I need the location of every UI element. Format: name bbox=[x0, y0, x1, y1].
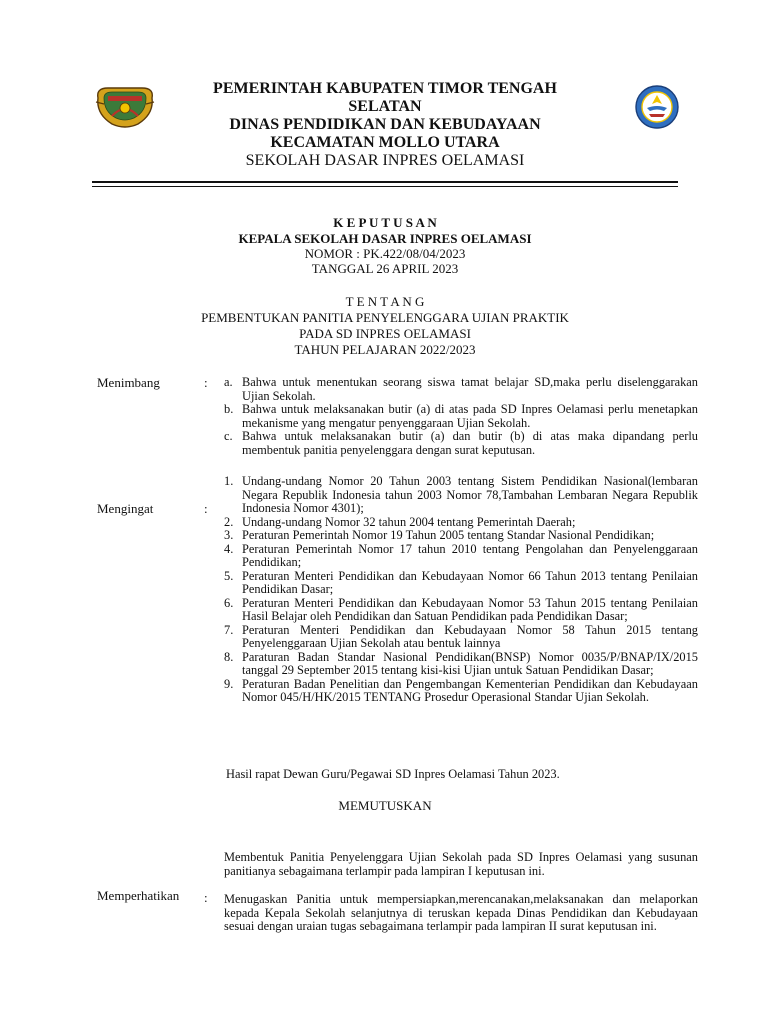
mengingat-item-text: Peraturan Badan Penelitian dan Pengembangan Kementerian Pendidikan dan Kebudayaan Nomor 045/H/HK/2015 TENTANG Prosedur Operasional Standar Ujian Sekolah. bbox=[242, 676, 698, 704]
mengingat-colon: : bbox=[204, 501, 208, 516]
menimbang-item-marker: c. bbox=[224, 429, 233, 443]
menimbang-colon: : bbox=[204, 375, 208, 390]
mengingat-item-text: Peraturan Menteri Pendidikan dan Kebudayaan Nomor 66 Tahun 2013 tentang Penilaian Pendidikan Dasar; bbox=[242, 568, 698, 596]
mengingat-item-marker: 1. bbox=[224, 474, 234, 488]
mengingat-item-marker: 9. bbox=[224, 676, 234, 691]
memperhatikan-paragraph-2: Menugaskan Panitia untuk mempersiapkan,merencanakan,melaksanakan dan melaporkan kepada Kepala Sekolah selanjutnya di teruskan kepada Dinas Pendidikan dan Kebudayaan sesuai dengan uraian tugas sebagaimana terlampir pada lampiran II surat keputusan ini. bbox=[224, 892, 698, 933]
mengingat-item bbox=[224, 624, 698, 651]
mengingat-item-text: Peraturan Pemerintah Nomor 19 Tahun 2005 tentang Standar Nasional Pendidikan; bbox=[242, 528, 655, 542]
mengingat-item-text: Paraturan Badan Standar Nasional Pendidikan(BNSP) Nomor 0035/P/BNAP/IX/2015 tanggal 29 September 2015 tentang kisi-kisi Ujian untuk Satuan Pendidikan Dasar; bbox=[242, 649, 698, 677]
decree-issuer: KEPALA SEKOLAH DASAR INPRES OELAMASI bbox=[238, 231, 532, 246]
mengingat-item-text: Peraturan Pemerintah Nomor 17 tahun 2010 tentang Pengolahan dan Penyelenggaraan Pendidikan; bbox=[242, 541, 698, 569]
mengingat-item bbox=[224, 570, 698, 597]
mengingat-item-marker: 8. bbox=[224, 649, 234, 664]
menimbang-item bbox=[224, 430, 698, 457]
mengingat-item-text: Peraturan Menteri Pendidikan dan Kebudayaan Nomor 53 Tahun 2015 tentang Penilaian Hasil Belajar oleh Pendidikan dan Satuan Pendidikan pada Pendidikan Dasar; bbox=[242, 595, 698, 623]
letterhead-school: SEKOLAH DASAR INPRES OELAMASI bbox=[245, 152, 525, 169]
decree-heading: K E P U T U S A N bbox=[333, 215, 437, 230]
mengingat-item-marker: 4. bbox=[224, 541, 234, 556]
mengingat-item-marker: 7. bbox=[224, 622, 234, 637]
memperhatikan-colon: : bbox=[204, 890, 208, 905]
memutuskan-heading: MEMUTUSKAN bbox=[338, 798, 432, 813]
subject-line-3: TAHUN PELAJARAN 2022/2023 bbox=[294, 342, 476, 357]
mengingat-item bbox=[224, 651, 698, 678]
letterhead-department: DINAS PENDIDIKAN DAN KEBUDAYAAN bbox=[229, 116, 541, 133]
tut-wuri-handayani-icon bbox=[634, 84, 680, 130]
letterhead-government: PEMERINTAH KABUPATEN TIMOR TENGAH bbox=[213, 80, 557, 97]
menimbang-item-text: Bahwa untuk melaksanakan butir (a) di atas pada SD Inpres Oelamasi perlu menetapkan mekanisme yang mengatur penyenggaraan Ujian Sekolah. bbox=[242, 402, 698, 430]
subject-line-1: PEMBENTUKAN PANITIA PENYELENGGARA UJIAN PRAKTIK bbox=[201, 310, 569, 325]
mengingat-list bbox=[224, 475, 698, 705]
mengingat-item bbox=[224, 543, 698, 570]
mengingat-closing: Hasil rapat Dewan Guru/Pegawai SD Inpres Oelamasi Tahun 2023. bbox=[226, 767, 560, 781]
menimbang-label: Menimbang bbox=[97, 375, 160, 390]
mengingat-item-marker: 6. bbox=[224, 595, 234, 610]
mengingat-item-text: Undang-undang Nomor 20 Tahun 2003 tentang Sistem Pendidikan Nasional(lembaran Negara Republik Indonesia tahun 2003 Nomor 78,Tambahan Lembaran Negara Republik Indonesia Nomor 4301); bbox=[242, 474, 698, 515]
decree-date: TANGGAL 26 APRIL 2023 bbox=[311, 261, 459, 276]
mengingat-label: Mengingat bbox=[97, 501, 154, 516]
header-divider-thin bbox=[92, 186, 678, 187]
memperhatikan-label: Memperhatikan bbox=[97, 888, 180, 903]
subject-line-2: PADA SD INPRES OELAMASI bbox=[299, 326, 471, 341]
mengingat-item-marker: 2. bbox=[224, 514, 234, 529]
memperhatikan-paragraph-1: Membentuk Panitia Penyelenggara Ujian Sekolah pada SD Inpres Oelamasi yang susunan panitianya sebagaimana terlampir pada lampiran I keputusan ini. bbox=[224, 850, 698, 878]
mengingat-item-marker: 5. bbox=[224, 568, 234, 583]
menimbang-list bbox=[224, 376, 698, 457]
menimbang-item-text: Bahwa untuk menentukan seorang siswa tamat belajar SD,maka perlu diselenggarakan Ujian Sekolah. bbox=[242, 375, 698, 403]
mengingat-item-marker: 3. bbox=[224, 528, 234, 542]
mengingat-item-text: Undang-undang Nomor 32 tahun 2004 tentang Pemerintah Daerah; bbox=[242, 514, 576, 529]
menimbang-item bbox=[224, 376, 698, 403]
mengingat-item bbox=[224, 516, 698, 530]
mengingat-item bbox=[224, 529, 698, 543]
menimbang-item-marker: a. bbox=[224, 375, 233, 389]
mengingat-item-text: Peraturan Menteri Pendidikan dan Kebudayaan Nomor 58 Tahun 2015 tentang Penyelenggaraan Ujian Sekolah atau bentuk lainnya bbox=[242, 622, 698, 650]
mengingat-item bbox=[224, 678, 698, 705]
letterhead bbox=[170, 80, 600, 170]
regency-crest-icon bbox=[94, 84, 156, 130]
subject-heading: T E N T A N G bbox=[345, 294, 425, 309]
mengingat-item bbox=[224, 475, 698, 516]
decree-number: NOMOR : PK.422/08/04/2023 bbox=[304, 246, 466, 261]
menimbang-item-marker: b. bbox=[224, 402, 234, 416]
menimbang-item-text: Bahwa untuk melaksanakan butir (a) dan butir (b) di atas maka dipandang perlu membentuk panitia penyelenggara dengan surat keputusan. bbox=[242, 429, 698, 457]
menimbang-item bbox=[224, 403, 698, 430]
mengingat-item bbox=[224, 597, 698, 624]
header-divider-thick bbox=[92, 181, 678, 183]
letterhead-district: KECAMATAN MOLLO UTARA bbox=[270, 134, 500, 151]
letterhead-government-cont: SELATAN bbox=[348, 98, 422, 115]
